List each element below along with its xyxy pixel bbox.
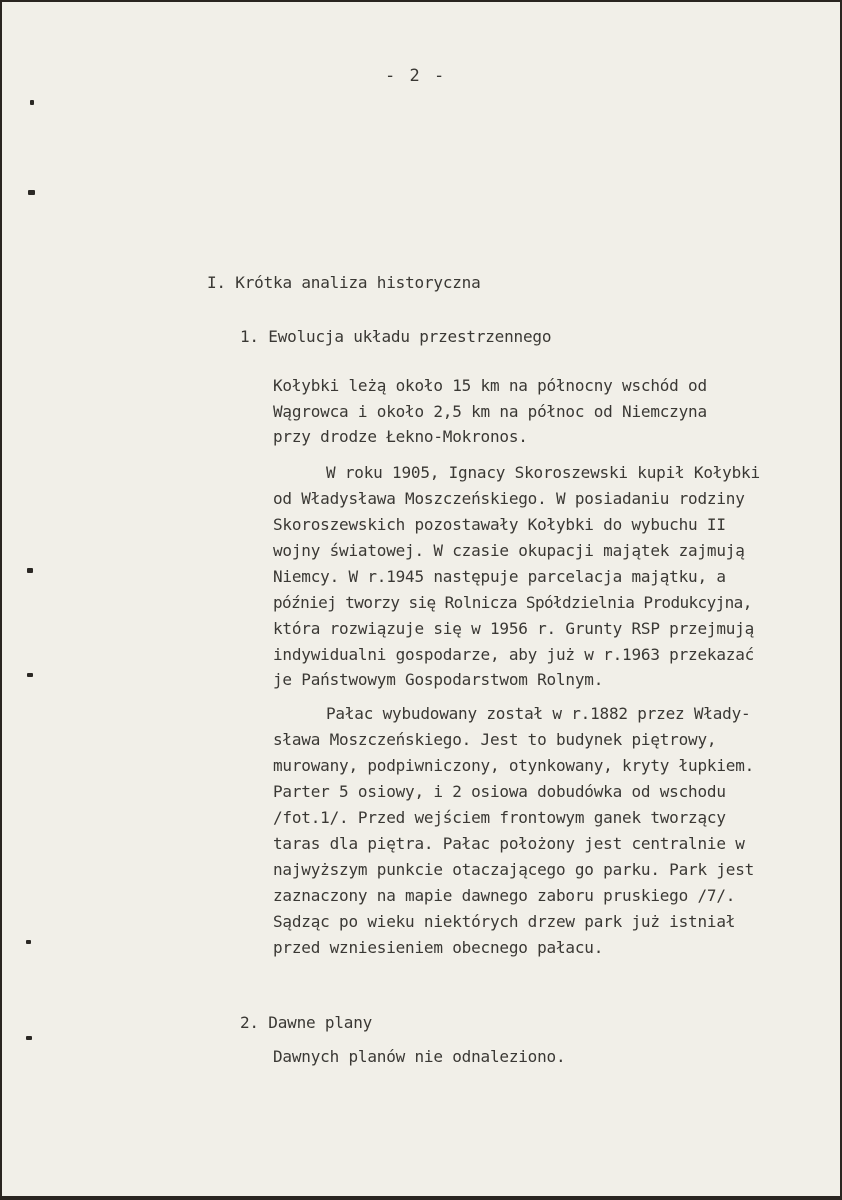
paragraph-line: wojny światowej. W czasie okupacji majątek zajmują — [273, 541, 745, 560]
paragraph-line: murowany, podpiwniczony, otynkowany, kryty łupkiem. — [273, 756, 755, 775]
subsection-1-title: 1. Ewolucja układu przestrzennego — [240, 327, 552, 346]
margin-mark — [27, 568, 33, 573]
document-page — [2, 2, 840, 1196]
paragraph-line: później tworzy się Rolnicza Spółdzielnia Produkcyjna, — [273, 593, 752, 612]
paragraph-line: /fot.1/. Przed wejściem frontowym ganek tworzący — [273, 808, 726, 827]
paragraph-line: Skoroszewskich pozostawały Kołybki do wybuchu II — [273, 515, 726, 534]
paragraph-line: zaznaczony na mapie dawnego zaboru pruskiego /7/. — [273, 886, 736, 905]
paragraph-line: przy drodze Łekno-Mokronos. — [273, 427, 528, 446]
paragraph-line: W roku 1905, Ignacy Skoroszewski kupił Kołybki — [326, 463, 760, 482]
margin-mark — [27, 673, 33, 677]
paragraph-line: Niemcy. W r.1945 następuje parcelacja majątku, a — [273, 567, 726, 586]
margin-mark — [26, 940, 31, 944]
paragraph-line: Sądząc po wieku niektórych drzew park już istniał — [273, 912, 736, 931]
paragraph-line: taras dla piętra. Pałac położony jest centralnie w — [273, 834, 745, 853]
subsection-2-text: Dawnych planów nie odnaleziono. — [273, 1047, 566, 1066]
paragraph-line: przed wzniesieniem obecnego pałacu. — [273, 938, 604, 957]
paragraph-line: od Władysława Moszczeńskiego. W posiadaniu rodziny — [273, 489, 745, 508]
paragraph-line: która rozwiązuje się w 1956 r. Grunty RSP przejmują — [273, 619, 755, 638]
paragraph-line: sława Moszczeńskiego. Jest to budynek piętrowy, — [273, 730, 717, 749]
paragraph-line: indywidualni gospodarze, aby już w r.1963 przekazać — [273, 645, 755, 664]
section-heading: I. Krótka analiza historyczna — [207, 273, 481, 292]
margin-mark — [30, 100, 34, 105]
margin-mark — [26, 1036, 32, 1040]
paragraph-line: najwyższym punkcie otaczającego go parku. Park jest — [273, 860, 755, 879]
page-number: - 2 - — [385, 66, 447, 86]
paragraph-line: Kołybki leżą około 15 km na północny wschód od — [273, 376, 707, 395]
paragraph-line: Pałac wybudowany został w r.1882 przez Włady- — [326, 704, 751, 723]
paragraph-line: Wągrowca i około 2,5 km na północ od Niemczyna — [273, 402, 707, 421]
paragraph-line: je Państwowym Gospodarstwom Rolnym. — [273, 670, 604, 689]
subsection-2-title: 2. Dawne plany — [240, 1013, 373, 1032]
paragraph-line: Parter 5 osiowy, i 2 osiowa dobudówka od wschodu — [273, 782, 726, 801]
margin-mark — [28, 190, 35, 195]
